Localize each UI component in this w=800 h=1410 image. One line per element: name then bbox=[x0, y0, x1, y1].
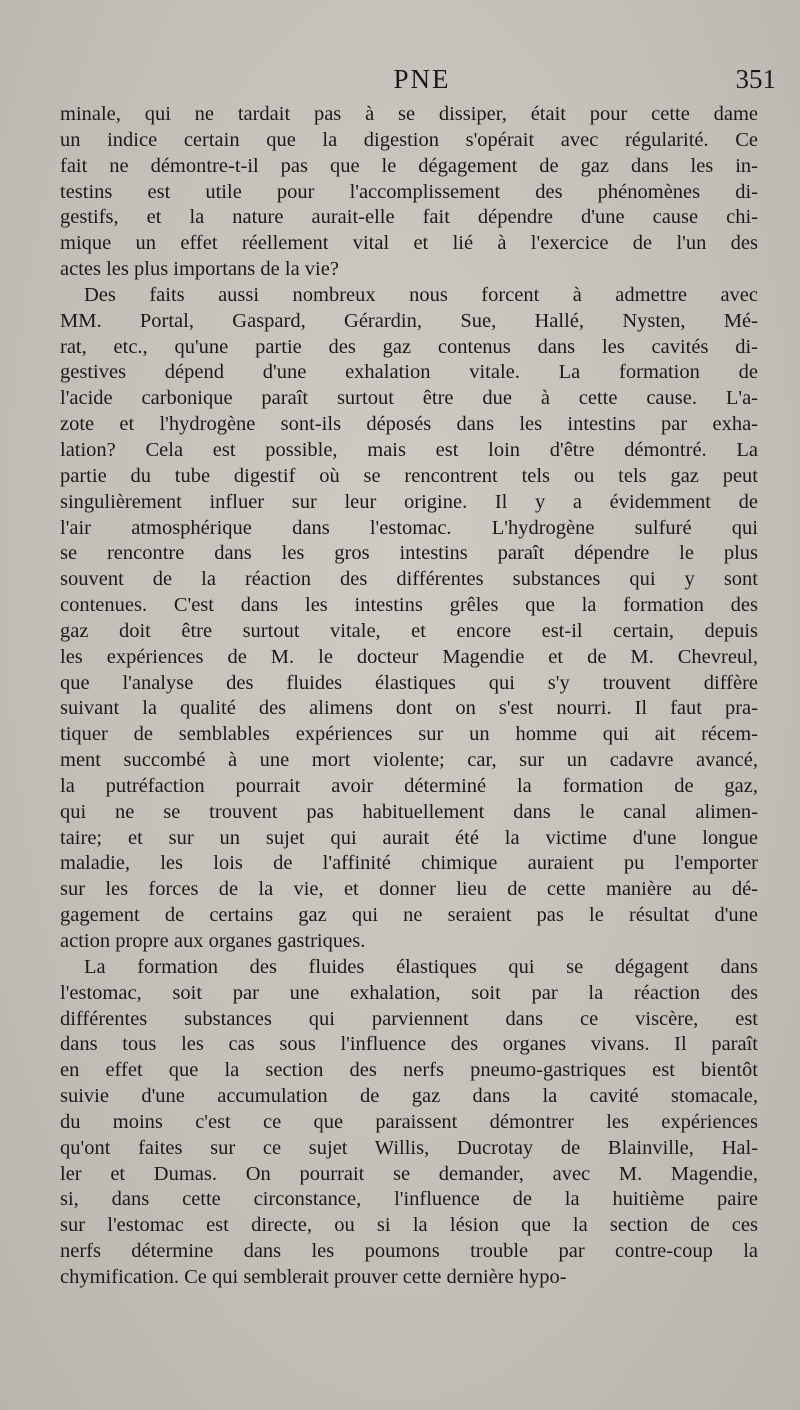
text-line: l'air atmosphérique dans l'estomac. L'hydrogène sulfuré qui bbox=[60, 516, 758, 539]
text-line: Des faits aussi nombreux nous forcent à admettre avec bbox=[84, 283, 758, 306]
text-line: qu'ont faites sur ce sujet Willis, Ducrotay de Blainville, Hal- bbox=[60, 1136, 758, 1159]
text-line: chymification. Ce qui semblerait prouver cette dernière hypo- bbox=[60, 1265, 567, 1288]
text-line: gestifs, et la nature aurait-elle fait dépendre d'une cause chi- bbox=[60, 206, 758, 229]
text-line: souvent de la réaction des différentes substances qui y sont bbox=[60, 568, 758, 591]
text-line: suivant la qualité des alimens dont on s'est nourri. Il faut pra- bbox=[60, 697, 758, 720]
text-line: partie du tube digestif où se rencontrent tels ou tels gaz peut bbox=[60, 464, 758, 487]
text-line: singulièrement influer sur leur origine. Il y a évidemment de bbox=[60, 490, 758, 513]
page-header bbox=[60, 64, 784, 104]
text-line: en effet que la section des nerfs pneumo-gastriques est bientôt bbox=[60, 1059, 758, 1082]
page-number: 351 bbox=[735, 64, 776, 94]
text-line: actes les plus importans de la vie? bbox=[60, 258, 339, 281]
text-line: qui ne se trouvent pas habituellement dans le canal alimen- bbox=[60, 800, 758, 823]
text-line: tiquer de semblables expériences sur un homme qui ait récem- bbox=[60, 723, 758, 746]
text-line: l'acide carbonique paraît surtout être due à cette cause. L'a- bbox=[60, 387, 758, 410]
text-line: nerfs détermine dans les poumons trouble par contre-coup la bbox=[60, 1240, 758, 1263]
text-line: La formation des fluides élastiques qui se dégagent dans bbox=[84, 955, 758, 978]
text-line: ment succombé à une mort violente; car, sur un cadavre avancé, bbox=[60, 749, 758, 772]
text-line: fait ne démontre-t-il pas que le dégagement de gaz dans les in- bbox=[60, 154, 758, 177]
text-line: rat, etc., qu'une partie des gaz contenus dans les cavités di- bbox=[60, 335, 758, 358]
text-line: contenues. C'est dans les intestins grêles que la formation des bbox=[60, 594, 758, 617]
text-line: maladie, les lois de l'affinité chimique auraient pu l'emporter bbox=[60, 852, 758, 875]
text-line: la putréfaction pourrait avoir déterminé la formation de gaz, bbox=[60, 774, 758, 797]
text-line: un indice certain que la digestion s'opérait avec régularité. Ce bbox=[60, 128, 758, 151]
text-line: ler et Dumas. On pourrait se demander, avec M. Magendie, bbox=[60, 1162, 758, 1185]
text-line: si, dans cette circonstance, l'influence de la huitième paire bbox=[60, 1188, 758, 1211]
text-line: les expériences de M. le docteur Magendie et de M. Chevreul, bbox=[60, 645, 758, 668]
text-line: mique un effet réellement vital et lié à l'exercice de l'un des bbox=[60, 232, 758, 255]
text-line: que l'analyse des fluides élastiques qui s'y trouvent diffère bbox=[60, 671, 758, 694]
text-line: se rencontre dans les gros intestins paraît dépendre le plus bbox=[60, 542, 758, 565]
text-line: taire; et sur un sujet qui aurait été la victime d'une longue bbox=[60, 826, 758, 849]
text-line: testins est utile pour l'accomplissement des phénomènes di- bbox=[60, 180, 758, 203]
text-line: MM. Portal, Gaspard, Gérardin, Sue, Hallé, Nysten, Mé- bbox=[60, 309, 758, 332]
text-line: du moins c'est ce que paraissent démontrer les expériences bbox=[60, 1110, 758, 1133]
text-line: sur les forces de la vie, et donner lieu de cette manière au dé- bbox=[60, 878, 758, 901]
text-line: gagement de certains gaz qui ne seraient pas le résultat d'une bbox=[60, 904, 758, 927]
running-head: PNE bbox=[393, 64, 451, 94]
text-line: l'estomac, soit par une exhalation, soit par la réaction des bbox=[60, 981, 758, 1004]
text-line: différentes substances qui parviennent dans ce viscère, est bbox=[60, 1007, 758, 1030]
text-line: gestives dépend d'une exhalation vitale. La formation de bbox=[60, 361, 758, 384]
text-line: gaz doit être surtout vitale, et encore est-il certain, depuis bbox=[60, 619, 758, 642]
body-text bbox=[60, 102, 758, 1291]
text-line: dans tous les cas sous l'influence des organes vivans. Il paraît bbox=[60, 1033, 758, 1056]
text-line: minale, qui ne tardait pas à se dissiper, était pour cette dame bbox=[60, 103, 758, 125]
text-line: zote et l'hydrogène sont-ils déposés dans les intestins par exha- bbox=[60, 413, 758, 436]
text-line: lation? Cela est possible, mais est loin d'être démontré. La bbox=[60, 438, 758, 461]
text-line: sur l'estomac est directe, ou si la lésion que la section de ces bbox=[60, 1214, 758, 1237]
text-line: suivie d'une accumulation de gaz dans la cavité stomacale, bbox=[60, 1085, 758, 1108]
text-line: action propre aux organes gastriques. bbox=[60, 930, 366, 952]
